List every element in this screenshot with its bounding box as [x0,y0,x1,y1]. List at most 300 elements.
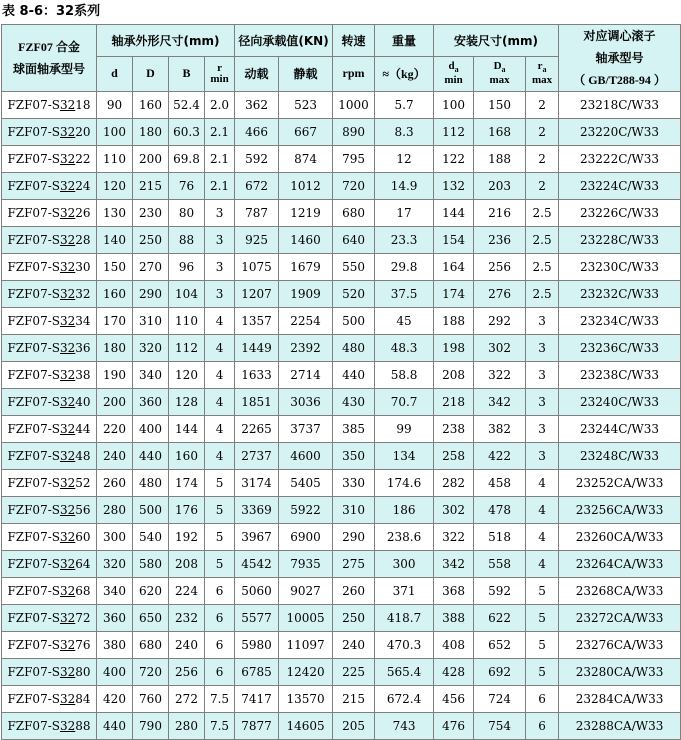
col-static-header: 静载 [279,56,333,91]
cell-model: FZF07-S3284 [2,686,97,713]
cell-ra: 5 [526,659,559,686]
cell-B: 80 [169,200,205,227]
cell-equivalent-model: 23226C/W33 [559,200,681,227]
cell-Da: 188 [474,146,526,173]
cell-weight: 45 [375,308,434,335]
cell-equivalent-model: 23228C/W33 [559,227,681,254]
table-row [2,254,681,281]
cell-model: FZF07-S3236 [2,335,97,362]
cell-B: 76 [169,173,205,200]
cell-Da: 692 [474,659,526,686]
cell-static-load: 1012 [279,173,333,200]
cell-weight: 70.7 [375,389,434,416]
cell-D: 540 [133,524,169,551]
model-header-line1: FZF07 合金 [18,40,80,54]
table-row [2,470,681,497]
cell-D: 580 [133,551,169,578]
cell-da: 132 [434,173,474,200]
cell-rpm: 250 [333,605,375,632]
cell-d: 190 [97,362,133,389]
col-rpm-header: rpm [333,56,375,91]
cell-static-load: 5405 [279,470,333,497]
cell-Da: 168 [474,119,526,146]
cell-r: 4 [205,308,235,335]
cell-B: 240 [169,632,205,659]
cell-static-load: 1909 [279,281,333,308]
cell-equivalent-model: 23256CA/W33 [559,497,681,524]
cell-Da: 342 [474,389,526,416]
cell-Da: 558 [474,551,526,578]
cell-dynamic-load: 1633 [235,362,279,389]
cell-ra: 5 [526,632,559,659]
cell-rpm: 310 [333,497,375,524]
col-Da-header [474,56,526,91]
cell-dynamic-load: 466 [235,119,279,146]
col-D-header: D [133,56,169,91]
cell-dynamic-load: 1207 [235,281,279,308]
cell-Da: 724 [474,686,526,713]
cell-r: 6 [205,578,235,605]
table-row [2,146,681,173]
cell-r: 3 [205,227,235,254]
cell-dynamic-load: 1851 [235,389,279,416]
cell-equivalent-model: 23268CA/W33 [559,578,681,605]
cell-dynamic-load: 362 [235,92,279,119]
cell-weight: 48.3 [375,335,434,362]
cell-dynamic-load: 787 [235,200,279,227]
cell-r: 5 [205,470,235,497]
cell-B: 224 [169,578,205,605]
cell-r: 4 [205,389,235,416]
cell-ra: 4 [526,551,559,578]
cell-ra: 3 [526,362,559,389]
cell-r: 7.5 [205,713,235,740]
cell-d: 130 [97,200,133,227]
cell-ra: 3 [526,335,559,362]
cell-rpm: 480 [333,335,375,362]
cell-Da: 203 [474,173,526,200]
cell-Da: 322 [474,362,526,389]
cell-dynamic-load: 5577 [235,605,279,632]
equiv-header-line1: 对应调心滚子 [583,29,656,43]
cell-r: 2.0 [205,92,235,119]
cell-r: 6 [205,659,235,686]
table-row [2,713,681,740]
cell-model: FZF07-S3276 [2,632,97,659]
cell-weight: 565.4 [375,659,434,686]
col-da-qualifier: min [444,74,463,87]
cell-weight: 37.5 [375,281,434,308]
cell-D: 290 [133,281,169,308]
table-row [2,227,681,254]
col-ra-qualifier: max [531,74,553,87]
cell-static-load: 4600 [279,443,333,470]
cell-D: 200 [133,146,169,173]
cell-da: 456 [434,686,474,713]
cell-weight: 58.8 [375,362,434,389]
cell-equivalent-model: 23230C/W33 [559,254,681,281]
cell-B: 192 [169,524,205,551]
cell-d: 160 [97,281,133,308]
cell-da: 476 [434,713,474,740]
table-caption: 表 8-6：32系列 [2,4,101,19]
cell-D: 340 [133,362,169,389]
cell-Da: 622 [474,605,526,632]
cell-da: 368 [434,578,474,605]
cell-r: 7.5 [205,686,235,713]
bearing-spec-table [1,24,681,740]
cell-rpm: 890 [333,119,375,146]
cell-r: 2.1 [205,173,235,200]
cell-B: 280 [169,713,205,740]
cell-model: FZF07-S3220 [2,119,97,146]
cell-da: 218 [434,389,474,416]
cell-equivalent-model: 23238C/W33 [559,362,681,389]
col-da-symbol: $d_a$ [448,60,459,75]
cell-r: 4 [205,362,235,389]
cell-da: 282 [434,470,474,497]
cell-equivalent-model: 23220C/W33 [559,119,681,146]
cell-equivalent-model: 23288CA/W33 [559,713,681,740]
cell-Da: 150 [474,92,526,119]
equiv-header-line2: 轴承型号 [595,51,644,65]
cell-weight: 8.3 [375,119,434,146]
cell-da: 428 [434,659,474,686]
cell-D: 480 [133,470,169,497]
table-row [2,632,681,659]
cell-static-load: 2254 [279,308,333,335]
cell-d: 340 [97,578,133,605]
cell-D: 215 [133,173,169,200]
cell-Da: 518 [474,524,526,551]
cell-model: FZF07-S3272 [2,605,97,632]
cell-dynamic-load: 672 [235,173,279,200]
cell-static-load: 12420 [279,659,333,686]
cell-static-load: 7935 [279,551,333,578]
cell-equivalent-model: 23272CA/W33 [559,605,681,632]
cell-model: FZF07-S3238 [2,362,97,389]
cell-B: 160 [169,443,205,470]
cell-D: 500 [133,497,169,524]
cell-r: 2.1 [205,146,235,173]
cell-dynamic-load: 3369 [235,497,279,524]
cell-D: 360 [133,389,169,416]
cell-equivalent-model: 23264CA/W33 [559,551,681,578]
cell-D: 320 [133,335,169,362]
cell-ra: 2.5 [526,254,559,281]
cell-rpm: 440 [333,362,375,389]
cell-ra: 3 [526,308,559,335]
cell-equivalent-model: 23218C/W33 [559,92,681,119]
cell-r: 2.1 [205,119,235,146]
cell-model: FZF07-S3260 [2,524,97,551]
cell-D: 720 [133,659,169,686]
cell-Da: 458 [474,470,526,497]
cell-model: FZF07-S3224 [2,173,97,200]
table-row [2,497,681,524]
cell-model: FZF07-S3244 [2,416,97,443]
cell-weight: 29.8 [375,254,434,281]
cell-D: 250 [133,227,169,254]
cell-model: FZF07-S3230 [2,254,97,281]
cell-d: 420 [97,686,133,713]
standard-label: （ GB/T288-94 ） [573,73,666,87]
cell-rpm: 330 [333,470,375,497]
cell-rpm: 240 [333,632,375,659]
cell-B: 88 [169,227,205,254]
cell-ra: 3 [526,443,559,470]
cell-d: 180 [97,335,133,362]
load-group-header: 径向承载值(KN) [235,25,333,57]
cell-static-load: 3737 [279,416,333,443]
cell-dynamic-load: 2265 [235,416,279,443]
cell-Da: 236 [474,227,526,254]
cell-model: FZF07-S3226 [2,200,97,227]
mount-group-header: 安装尺寸(mm) [434,25,559,57]
cell-dynamic-load: 2737 [235,443,279,470]
cell-Da: 478 [474,497,526,524]
cell-equivalent-model: 23248C/W33 [559,443,681,470]
cell-ra: 5 [526,578,559,605]
cell-r: 3 [205,200,235,227]
cell-da: 408 [434,632,474,659]
cell-weight: 238.6 [375,524,434,551]
cell-rpm: 795 [333,146,375,173]
cell-d: 360 [97,605,133,632]
cell-weight: 470.3 [375,632,434,659]
cell-static-load: 1679 [279,254,333,281]
cell-B: 128 [169,389,205,416]
table-row [2,362,681,389]
cell-equivalent-model: 23224C/W33 [559,173,681,200]
cell-rpm: 640 [333,227,375,254]
cell-equivalent-model: 23284CA/W33 [559,686,681,713]
cell-static-load: 523 [279,92,333,119]
cell-dynamic-load: 1075 [235,254,279,281]
cell-Da: 302 [474,335,526,362]
cell-d: 150 [97,254,133,281]
cell-dynamic-load: 5980 [235,632,279,659]
cell-model: FZF07-S3248 [2,443,97,470]
cell-model: FZF07-S3228 [2,227,97,254]
cell-dynamic-load: 925 [235,227,279,254]
cell-B: 112 [169,335,205,362]
cell-ra: 2 [526,146,559,173]
cell-rpm: 500 [333,308,375,335]
cell-rpm: 430 [333,389,375,416]
cell-rpm: 385 [333,416,375,443]
cell-Da: 592 [474,578,526,605]
cell-weight: 418.7 [375,605,434,632]
cell-B: 256 [169,659,205,686]
cell-d: 260 [97,470,133,497]
cell-rpm: 205 [333,713,375,740]
cell-B: 60.3 [169,119,205,146]
cell-weight: 12 [375,146,434,173]
table-row [2,335,681,362]
cell-B: 144 [169,416,205,443]
cell-equivalent-model: 23244C/W33 [559,416,681,443]
col-B-header: B [169,56,205,91]
cell-B: 232 [169,605,205,632]
cell-static-load: 874 [279,146,333,173]
cell-dynamic-load: 3174 [235,470,279,497]
cell-static-load: 10005 [279,605,333,632]
cell-d: 280 [97,497,133,524]
cell-da: 100 [434,92,474,119]
cell-r: 4 [205,416,235,443]
cell-equivalent-model: 23276CA/W33 [559,632,681,659]
cell-static-load: 5922 [279,497,333,524]
cell-B: 272 [169,686,205,713]
cell-d: 380 [97,632,133,659]
cell-rpm: 350 [333,443,375,470]
cell-equivalent-model: 23252CA/W33 [559,470,681,497]
cell-rpm: 260 [333,578,375,605]
cell-rpm: 550 [333,254,375,281]
cell-ra: 2 [526,119,559,146]
cell-model: FZF07-S3252 [2,470,97,497]
model-header [2,25,97,92]
model-header-line2: 球面轴承型号 [12,62,85,76]
table-row [2,119,681,146]
col-r-symbol: r [217,61,222,74]
cell-da: 388 [434,605,474,632]
cell-weight: 300 [375,551,434,578]
cell-r: 3 [205,281,235,308]
cell-D: 160 [133,92,169,119]
cell-model: FZF07-S3218 [2,92,97,119]
cell-da: 154 [434,227,474,254]
cell-d: 100 [97,119,133,146]
cell-static-load: 1219 [279,200,333,227]
cell-r: 6 [205,632,235,659]
cell-ra: 6 [526,686,559,713]
cell-Da: 292 [474,308,526,335]
cell-D: 790 [133,713,169,740]
cell-static-load: 667 [279,119,333,146]
cell-equivalent-model: 23240C/W33 [559,389,681,416]
col-r-qualifier: min [210,72,229,85]
cell-static-load: 14605 [279,713,333,740]
cell-Da: 276 [474,281,526,308]
table-row [2,659,681,686]
cell-static-load: 2392 [279,335,333,362]
cell-B: 208 [169,551,205,578]
cell-model: FZF07-S3288 [2,713,97,740]
cell-weight: 134 [375,443,434,470]
table-row [2,200,681,227]
cell-static-load: 9027 [279,578,333,605]
cell-model: FZF07-S3222 [2,146,97,173]
cell-weight: 672.4 [375,686,434,713]
cell-static-load: 6900 [279,524,333,551]
cell-B: 96 [169,254,205,281]
cell-d: 90 [97,92,133,119]
cell-da: 322 [434,524,474,551]
cell-da: 164 [434,254,474,281]
table-row [2,281,681,308]
cell-Da: 382 [474,416,526,443]
header-row-groups [2,25,681,57]
cell-equivalent-model: 23236C/W33 [559,335,681,362]
cell-D: 650 [133,605,169,632]
cell-ra: 4 [526,470,559,497]
cell-da: 238 [434,416,474,443]
cell-ra: 3 [526,389,559,416]
cell-rpm: 680 [333,200,375,227]
dims-group-header: 轴承外形尺寸(mm) [97,25,235,57]
cell-static-load: 13570 [279,686,333,713]
cell-d: 140 [97,227,133,254]
cell-da: 198 [434,335,474,362]
cell-dynamic-load: 592 [235,146,279,173]
cell-D: 680 [133,632,169,659]
cell-dynamic-load: 3967 [235,524,279,551]
cell-weight: 99 [375,416,434,443]
cell-equivalent-model: 23280CA/W33 [559,659,681,686]
cell-ra: 2.5 [526,227,559,254]
cell-ra: 2.5 [526,200,559,227]
cell-equivalent-model: 23232C/W33 [559,281,681,308]
col-Da-symbol: $D_a$ [493,60,506,75]
cell-rpm: 290 [333,524,375,551]
weight-group-header: 重量 [375,25,434,57]
cell-d: 240 [97,443,133,470]
cell-dynamic-load: 1357 [235,308,279,335]
speed-group-header: 转速 [333,25,375,57]
cell-D: 270 [133,254,169,281]
table-row [2,524,681,551]
cell-r: 5 [205,497,235,524]
cell-weight: 5.7 [375,92,434,119]
cell-ra: 5 [526,605,559,632]
cell-model: FZF07-S3280 [2,659,97,686]
cell-weight: 743 [375,713,434,740]
col-kg-header: ≈（kg） [375,56,434,91]
cell-model: FZF07-S3256 [2,497,97,524]
cell-weight: 23.3 [375,227,434,254]
equiv-header [559,25,681,92]
col-ra-symbol: $r_a$ [537,60,547,75]
cell-B: 176 [169,497,205,524]
cell-ra: 3 [526,416,559,443]
cell-Da: 216 [474,200,526,227]
cell-dynamic-load: 7417 [235,686,279,713]
cell-ra: 2.5 [526,281,559,308]
cell-r: 6 [205,605,235,632]
cell-rpm: 225 [333,659,375,686]
cell-model: FZF07-S3232 [2,281,97,308]
table-row [2,578,681,605]
table-row [2,173,681,200]
cell-da: 302 [434,497,474,524]
cell-ra: 2 [526,92,559,119]
cell-ra: 4 [526,497,559,524]
table-row [2,443,681,470]
cell-da: 208 [434,362,474,389]
cell-weight: 186 [375,497,434,524]
col-d-header: d [97,56,133,91]
cell-weight: 174.6 [375,470,434,497]
cell-da: 258 [434,443,474,470]
cell-dynamic-load: 4542 [235,551,279,578]
cell-model: FZF07-S3240 [2,389,97,416]
cell-da: 122 [434,146,474,173]
cell-rpm: 215 [333,686,375,713]
cell-static-load: 11097 [279,632,333,659]
cell-B: 69.8 [169,146,205,173]
